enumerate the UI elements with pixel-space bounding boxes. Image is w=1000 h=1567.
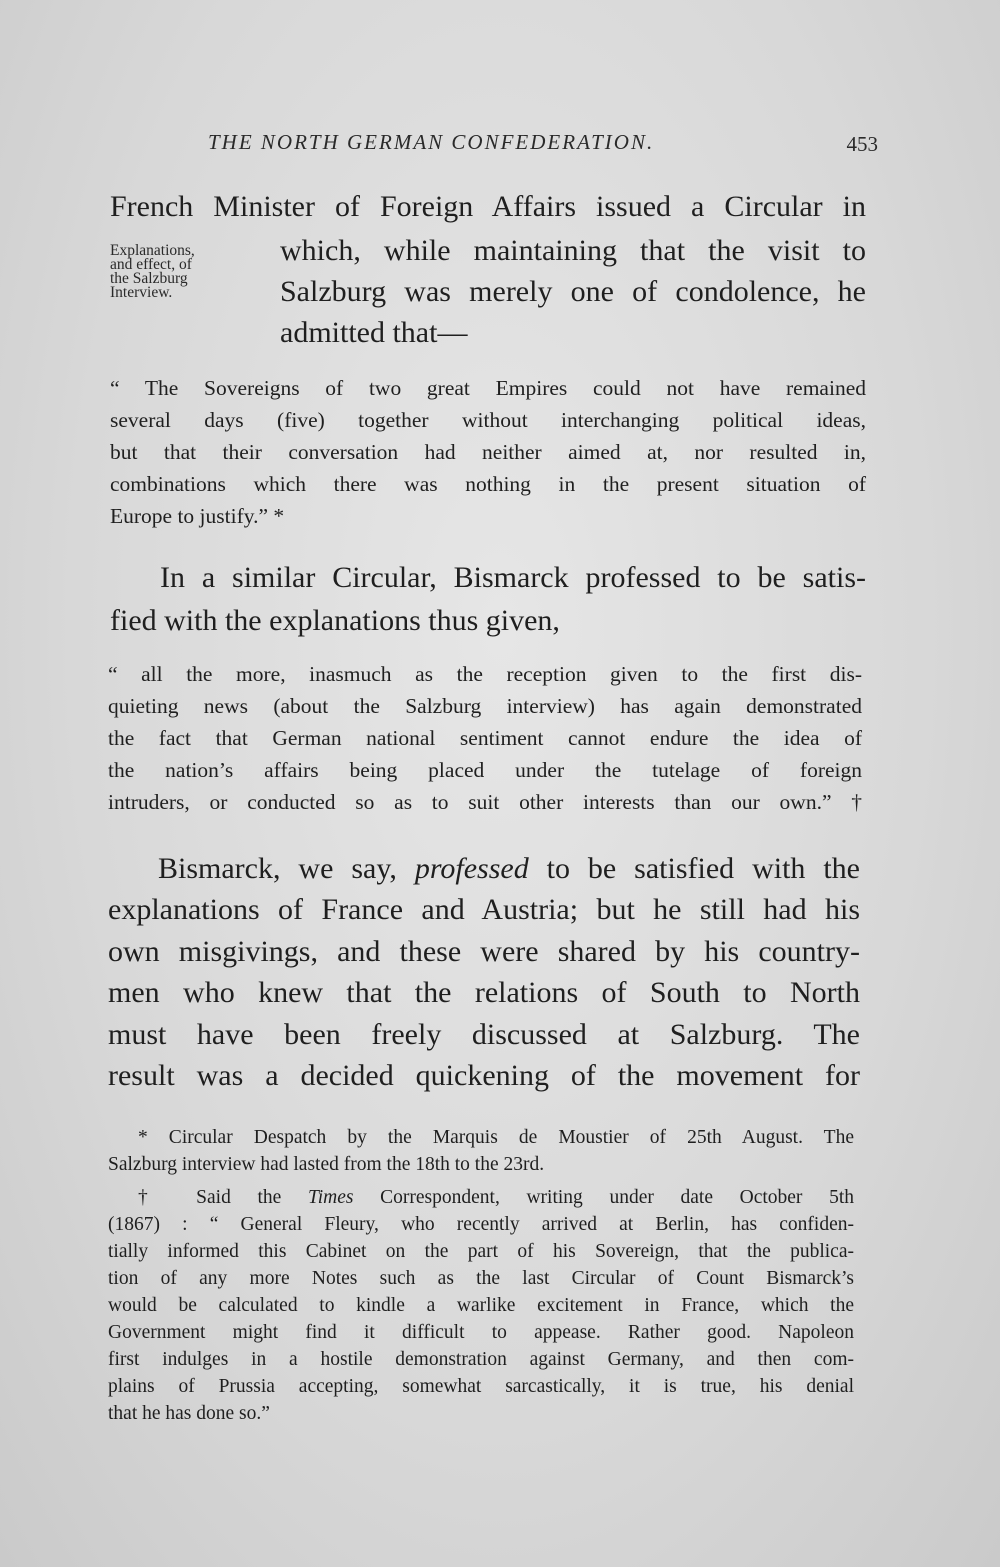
text-line: result was a decided quickening of the movement for bbox=[108, 1059, 860, 1093]
text-line bbox=[108, 848, 860, 889]
emphasis: professed bbox=[414, 852, 529, 885]
text-line: Salzburg was merely one of condolence, he bbox=[280, 275, 866, 308]
text-line: that he has done so.” bbox=[108, 1403, 270, 1424]
text-line: men who knew that the relations of South to North bbox=[108, 976, 860, 1010]
block-quote-1 bbox=[110, 372, 866, 532]
text-run: to be satisfied with the bbox=[528, 852, 860, 885]
paragraph-1-first-line: French Minister of Foreign Affairs issued a Circular in bbox=[110, 190, 866, 223]
text-line: must have been freely discussed at Salzburg. The bbox=[108, 1017, 860, 1051]
running-head bbox=[108, 126, 878, 166]
text-line: “ The Sovereigns of two great Empires could not have remained bbox=[110, 376, 866, 400]
text-line bbox=[108, 1184, 854, 1211]
text-run: Bismarck, we say, bbox=[158, 852, 415, 885]
margin-note-line: Explanations, bbox=[110, 242, 195, 259]
text-line: tion of any more Notes such as the last Circular of Count Bismarck’s bbox=[108, 1268, 854, 1289]
margin-note-line: and effect, of bbox=[110, 256, 192, 273]
text-line: * Circular Despatch by the Marquis de Moustier of 25th August. The bbox=[138, 1127, 854, 1148]
text-line: combinations which there was nothing in the present situation of bbox=[110, 472, 866, 496]
text-line: admitted that— bbox=[280, 316, 468, 349]
text-line: In a similar Circular, Bismarck professed to be satis- bbox=[160, 561, 866, 594]
text-line: explanations of France and Austria; but he still had his bbox=[108, 893, 860, 927]
text-line: first indulges in a hostile demonstration against Germany, and then com- bbox=[108, 1349, 854, 1370]
text-line: own misgivings, and these were shared by his country- bbox=[108, 934, 860, 968]
text-line: plains of Prussia accepting, somewhat sarcastically, it is true, his denial bbox=[108, 1376, 854, 1397]
text-line: but that their conversation had neither aimed at, nor resulted in, bbox=[110, 440, 866, 464]
footnotes bbox=[108, 1124, 854, 1427]
margin-note bbox=[110, 244, 260, 300]
text-line: fied with the explanations thus given, bbox=[110, 604, 560, 637]
paragraph-3 bbox=[108, 848, 860, 1096]
footnote-1 bbox=[108, 1124, 854, 1178]
footnote-2 bbox=[108, 1184, 854, 1427]
text-line: tially informed this Cabinet on the part of his Sovereign, that the publica- bbox=[108, 1241, 854, 1262]
text-line: the nation’s affairs being placed under the tutelage of foreign bbox=[108, 758, 862, 782]
text-line: the fact that German national sentiment cannot endure the idea of bbox=[108, 726, 862, 750]
text-line: quieting news (about the Salzburg interview) has again demonstrated bbox=[108, 694, 862, 718]
text-line: which, while maintaining that the visit to bbox=[280, 234, 866, 267]
text-line: “ all the more, inasmuch as the reception given to the first dis- bbox=[108, 662, 862, 686]
margin-note-line: Interview. bbox=[110, 284, 173, 301]
running-title: THE NORTH GERMAN CONFEDERATION. bbox=[208, 130, 655, 154]
paragraph-1 bbox=[280, 230, 866, 353]
emphasis: Times bbox=[307, 1187, 354, 1208]
text-line: Salzburg interview had lasted from the 18th to the 23rd. bbox=[108, 1154, 545, 1175]
text-line: Europe to justify.” * bbox=[110, 504, 285, 528]
page-number: 453 bbox=[846, 132, 878, 156]
block-quote-2 bbox=[108, 658, 862, 818]
text-line: would be calculated to kindle a warlike excitement in France, which the bbox=[108, 1295, 854, 1316]
text-line: (1867) : “ General Fleury, who recently arrived at Berlin, has confiden- bbox=[108, 1214, 854, 1235]
paragraph-2 bbox=[110, 556, 866, 642]
text-run: † Said the bbox=[138, 1187, 308, 1208]
text-line: intruders, or conducted so as to suit other interests than our own.” † bbox=[108, 790, 862, 814]
margin-note-line: the Salzburg bbox=[110, 270, 188, 287]
text-line: Government might find it difficult to appease. Rather good. Napoleon bbox=[108, 1322, 854, 1343]
text-line: several days (five) together without interchanging political ideas, bbox=[110, 408, 866, 432]
text-run: Correspondent, writing under date October 5th bbox=[353, 1187, 854, 1208]
